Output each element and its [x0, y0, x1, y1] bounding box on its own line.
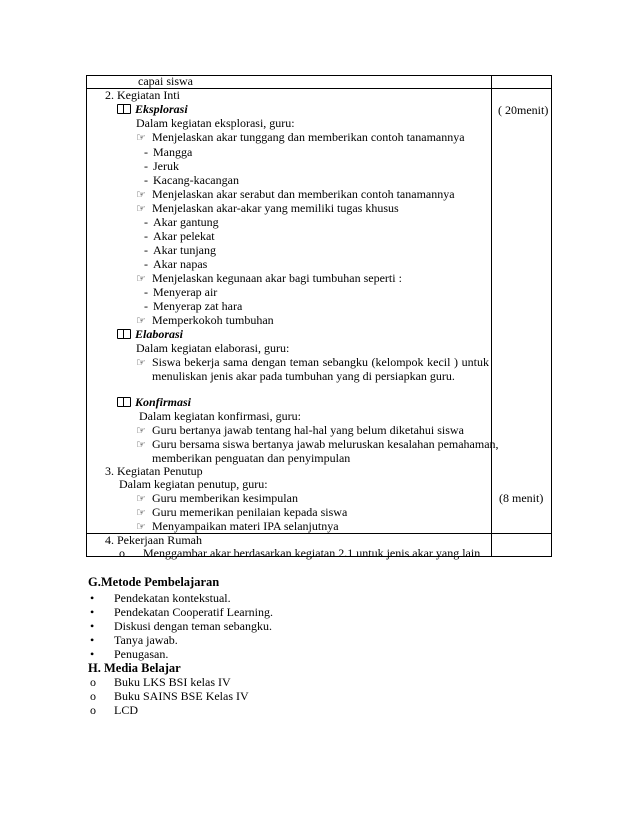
list-item: - Akar tunjang: [144, 243, 216, 257]
list-item: - Kacang-kacangan: [144, 173, 239, 187]
list-item: - Jeruk: [144, 159, 179, 173]
list-item: - Mangga: [144, 145, 193, 159]
list-item: ☞ Guru bersama siswa bertanya jawab meluruskan kesalahan pemahaman,: [136, 437, 499, 451]
list-item: o Buku SAINS BSE Kelas IV: [90, 689, 249, 703]
list-item: ☞ Menjelaskan kegunaan akar bagi tumbuhan seperti :: [136, 271, 402, 285]
pointing-hand-icon: ☞: [136, 506, 146, 519]
list-item: - Akar napas: [144, 257, 208, 271]
pointing-hand-icon: ☞: [136, 202, 146, 215]
pointing-hand-icon: ☞: [136, 492, 146, 505]
penutup-heading: 3. Kegiatan Penutup: [105, 464, 203, 478]
list-item: o Buku LKS BSI kelas IV: [90, 675, 231, 689]
pointing-hand-icon: ☞: [136, 438, 146, 451]
pointing-hand-icon: ☞: [136, 520, 146, 533]
list-item: ☞ Menjelaskan akar tunggang dan memberikan contoh tanamannya: [136, 130, 465, 144]
pointing-hand-icon: ☞: [136, 188, 146, 201]
elaborasi-intro: Dalam kegiatan elaborasi, guru:: [136, 341, 290, 355]
list-item: ☞ Guru memberikan kesimpulan: [136, 491, 298, 505]
book-icon: [117, 397, 131, 407]
pointing-hand-icon: ☞: [136, 131, 146, 144]
list-item: • Pendekatan Cooperatif Learning.: [90, 605, 273, 619]
list-item: • Penugasan.: [90, 647, 169, 661]
rumah-heading: 4. Pekerjaan Rumah: [105, 533, 202, 547]
list-item-continued: menuliskan jenis akar pada tumbuhan yang di persiapkan guru.: [152, 369, 455, 383]
list-item: - Akar gantung: [144, 215, 219, 229]
row-capai-siswa: capai siswa: [138, 74, 193, 88]
inti-time: ( 20menit): [498, 103, 549, 117]
eksplorasi-title: Eksplorasi: [117, 103, 188, 116]
pointing-hand-icon: ☞: [136, 356, 146, 369]
book-icon: [117, 104, 131, 114]
list-item: ☞ Menyampaikan materi IPA selanjutnya: [136, 519, 339, 533]
list-item: o Menggambar akar berdasarkan kegiatan 2.1 untuk jenis akar yang lain: [119, 546, 481, 560]
column-divider: [491, 76, 492, 556]
list-item-continued: memberikan penguatan dan penyimpulan: [152, 451, 351, 465]
pointing-hand-icon: ☞: [136, 314, 146, 327]
metode-title: G.Metode Pembelajaran: [88, 575, 220, 589]
penutup-intro: Dalam kegiatan penutup, guru:: [119, 477, 268, 491]
list-item: o LCD: [90, 703, 138, 717]
inti-heading: 2. Kegiatan Inti: [105, 88, 180, 102]
eksplorasi-intro: Dalam kegiatan eksplorasi, guru:: [136, 116, 295, 130]
list-item: ☞ Memperkokoh tumbuhan: [136, 313, 274, 327]
list-item: - Menyerap zat hara: [144, 299, 243, 313]
media-title: H. Media Belajar: [88, 661, 181, 675]
list-item: • Diskusi dengan teman sebangku.: [90, 619, 272, 633]
list-item: - Akar pelekat: [144, 229, 215, 243]
penutup-time: (8 menit): [499, 491, 544, 505]
list-item: • Tanya jawab.: [90, 633, 178, 647]
pointing-hand-icon: ☞: [136, 272, 146, 285]
list-item: - Menyerap air: [144, 285, 218, 299]
konfirmasi-title: Konfirmasi: [117, 396, 191, 409]
book-icon: [117, 329, 131, 339]
list-item: ☞ Menjelaskan akar-akar yang memiliki tugas khusus: [136, 201, 399, 215]
list-item: ☞ Guru bertanya jawab tentang hal-hal yang belum diketahui siswa: [136, 423, 464, 437]
list-item: ☞ Guru memerikan penilaian kepada siswa: [136, 505, 348, 519]
list-item: ☞ Menjelaskan akar serabut dan memberikan contoh tanamannya: [136, 187, 455, 201]
list-item: ☞ Siswa bekerja sama dengan teman sebangku (kelompok kecil ) untuk: [136, 355, 489, 369]
konfirmasi-intro: Dalam kegiatan konfirmasi, guru:: [139, 409, 301, 423]
list-item: • Pendekatan kontekstual.: [90, 591, 231, 605]
elaborasi-title: Elaborasi: [117, 328, 183, 341]
pointing-hand-icon: ☞: [136, 424, 146, 437]
